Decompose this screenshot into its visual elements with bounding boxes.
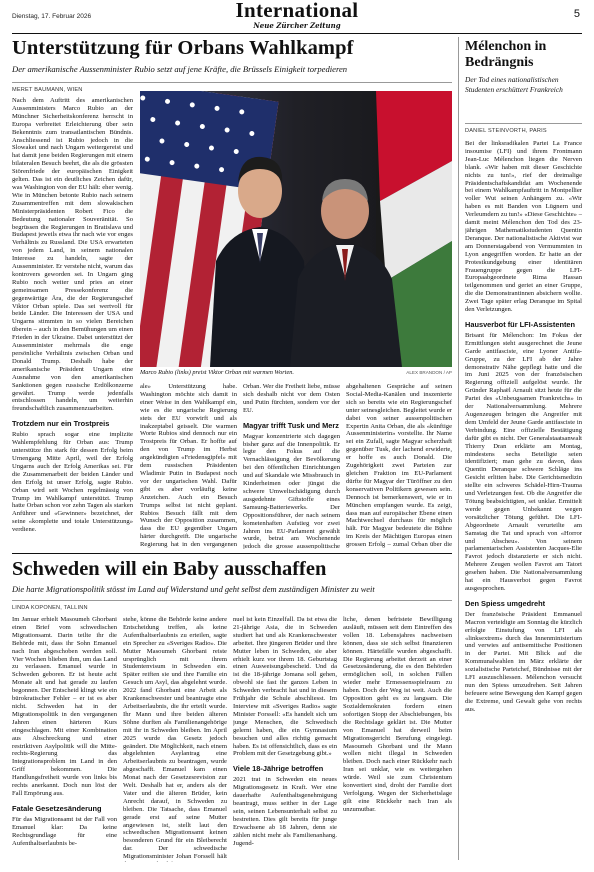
photo-caption: Marco Rubio (links) preist Viktor Orban mit warmen Worten. <box>140 369 294 376</box>
article1-column-1 <box>12 97 133 549</box>
sidebar-headline: Mélenchon in Bedrängnis <box>465 39 547 70</box>
article2-top-rule <box>12 553 452 554</box>
sidebar-subheading-1: Hausverbot für LFI-Assistenten <box>465 319 576 329</box>
article1-headline: Unterstützung für Orbans Wahlkampf <box>12 37 354 59</box>
sidebar-body <box>465 140 582 860</box>
article2-divider <box>12 600 452 601</box>
article1-col2-text: ale» Unterstützung habe. Washington möchte sich damit in einer Weise in den Wahlkampf ein, wie es die ungarische Regierung stets der EU vorwirft und als inakzeptabel geisselt. Die warmen Worte Rubios sind dennoch nur ein Trostpreis für Orban. Er hoffte auf den von Trump im Herbst angekündigten «Friedensgipfel» mit dem russischen Präsidenten Wladimir Putin in Budapest noch vor der ungarischen Wahl. Dafür gibt es aber vorläufig keine Anzeichen. Auch ein Besuch Trumps selbst ist nicht geplant. Rubios Besuch fällt mit dem Wunsch der Opposition zusammen, dass die EU gegenüber Ungarn härter durchgreift. Die ungarische Regierung hat in den vergangenen <box>140 383 237 549</box>
article1-photo <box>140 91 452 367</box>
article1-col3-subheading: Magyar trifft Tusk und Merz <box>243 420 339 430</box>
article2-column-3 <box>233 616 337 862</box>
section-title: International <box>235 0 359 22</box>
issue-date: Dienstag, 17. Februar 2026 <box>12 13 92 20</box>
article2-byline: LINDA KOPONEN, TALLINN <box>12 605 88 611</box>
article2-col3-subheading: Viele 18-Jährige betroffen <box>233 764 324 774</box>
article1-subhead: Der amerikanische Aussenminister Rubio setzt auf jene Kräfte, die Brüssels Einigkeit torpedieren <box>12 64 348 74</box>
sidebar-subhead: Der Tod eines nationalistischen Studenten erschüttert Frankreich <box>465 75 563 94</box>
article2-column-4 <box>343 616 452 862</box>
masthead-rule <box>12 33 582 34</box>
photo-illustration <box>140 91 452 367</box>
sidebar-paragraph-2: Brisant für Mélenchon: Im Fokus der Ermittlungen steht ausgerechnet die Jeune Garde antifasciste, eine Lyoner Antifa-Gruppe, zu der LFI ab der Jahre demonstrativ Nähe gepflegt hatte und die im Juni 2025 von der französischen Regierung offiziell aufgelöst wurde. Ihr Gründer Raphaël Arnault sitzt heute für die Partei des «Unbeugsamen Frankreichs» in der Nationalversammlung. Mehrere Augenzeugen bringen die Angreifer mit dem Umfeld der Jeune Garde antifasciste in Verbindung. Eine offizielle Bestätigung dafür gibt es nicht. Der Generalstaatsanwalt Thierry Dran erklärte am Montag, mindestens sechs Beteiligte seien identifiziert; man gehe zu davon, dass Quentin Deranque schwere Schläge ins Gesicht erlitten habe. Die Gerichtsmedizin stellte ein schweres Schädel-Hirn-Trauma und Verletzungen fest. Ob die Angreifer die Tötung beabsichtigten, sei unklar. Ermittelt werde gegen Unbekannt wegen vorsätzlicher Tötung geführt. Die LFI-Abgeordnete Arnault verurteilte am Samstag die Tat und sprach von «Horror und Abscheu». Von seinem parlamentarischen Assistenten Jacques-Elie Favrot jedoch distanzierte er sich nicht. Mehrere Zeugen wollen Favrot am Tatort gesehen haben. Die Nationalversammlung hat ein Hausverbot gegen Favrot ausgesprochen. <box>465 331 582 592</box>
article1-column-3 <box>243 383 340 549</box>
article1-col3-text: Orban. Wer die Freiheit liebe, müsse sich deshalb nicht vor dem Osten und Putin fürchten, sondern vor der EU. <box>243 383 340 414</box>
sidebar-paragraph-3: Der französische Präsident Emmanuel Macron verteidigte am Sonntag die kürzlich erfolgte Einstufung von LFI als «linksextrem» durch das Innenministerium und verwies auf antisemitische Positionen in der Partei. Mit Blick auf die Kommunalwahlen im März erklärte der sozialistische Parteichef, Bündnisse mit der LFI auszuschliessen. Mélenchon versucht nun den Spiess umzudrehen. Seit Jahren befeuere seine Bewegung den Kampf gegen die Extreme, und Gewalt gehe von rechts aus. <box>465 610 582 713</box>
photo-credit: ALEX BRANDON / AP <box>406 370 452 375</box>
article1-col1b-text: Rubio sprach sogar eine implizite Wahlempfehlung für Orban aus: Trump unterstütze ihn stark für dessen Erfolg beim Urnengang Mitte April, weil der Erfolg Ungarns auch der Erfolg Amerikas sei. Für die Zusammenarbeit der beiden Länder und den Erfolg ist unser Erfolg, sagte Rubio. Orban wird seit Wochen regelmässig von Trump im Wahlkampf unterstützt. Trump hatte Orban schon vor zehn Tagen als starken Anführer und «Gewinner» bezeichnet, der seine «komplette und totale Unterstützung» verdiene. <box>12 431 133 534</box>
article2-headline: Schweden will ein Baby ausschaffen <box>12 558 327 580</box>
article1-col1-subheading: Trotzdem nur ein Trostpreis <box>12 419 110 429</box>
sidebar-divider <box>458 37 459 860</box>
sidebar-byline: DANIEL STEINVORTH, PARIS <box>465 128 547 134</box>
article1-col1-text: Nach dem Auftritt des amerikanischen Aussenministers Marco Rubio an der Münchner Sicherheitskonferenz herrscht in Europa verbreitet Erleichterung über sein Bekenntnis zum transatlantischen Bündnis. Anschliessend ist Rubio jedoch in die Slowakei und nach Ungarn weitergereist und hat damit jene beiden Regierungen mit einem bilateralen Besuch beehrt, die als die grössten Störenfriede der europäischen Einigkeit gelten. Das ist ein deutliches Zeichen dafür, was Washington von der EU hält: eher wenig. Wie in München betonte Rubio nach seinem Zusammentreffen mit dem slowakischen Ministerpräsidenten Robert Fico die Bedeutung nationaler Souveränität. So begrüssen die Regierungen in Bratislava und Budapest jeweils etwa ihr nach wie vor enges Verhältnis zu Russland. Die USA erwarteten von jedem Land, in seinem nationalen Interesse zu handeln, sagte der Aussenminister. Er verstehe nicht, warum das kontrovers geworden sei. In Ungarn ging Rubio noch weiter und pries an einer gemeinsamen Pressekonferenz die gegenwärtige Ära, die der Regierungschef Viktor Orban spiele. Das sei wertvoll für beide Länder. Die Interessen der USA und Ungarns stimmten in so vielen Bereichen überein – auch in den Bemühungen um einen Frieden in der Ukraine. Dabei unterstützt der Aussenminister mehrmals die enge persönliche Verhältnis zwischen Orban und Donald Trump. Deshalb habe der amerikanische Präsident Ungarn eine Ausnahme von den amerikanischen Sanktionen gegen russische Erdölkonzerne gewährt. Trump werde jedenfalls entschlossen handeln, um weiterhin freundschaftlich zusammenzuarbeiten. <box>12 97 133 413</box>
article2-col4-text: liche, denen befristete Bewilligung ausläuft, müssen seit dem Eintreffen des vollen 18. Lebensjahres nachweisen können, dass sie sich selbst finanzieren können. Härtefälle wurden abgeschafft. Die Regierung arbeitet derzeit an einer Gesetzesänderung, die es den Behörden ermöglichen soll, in solchen Fällen wieder mehr Ermessensspielraum zu haben. Doch der Weg ist weit. Auch die Opposition geht es zu langsam. Die Sozialdemokraten fordern einen sofortigen Stopp der Abschiebungen, bis die Rechtslage geklärt ist. Die Mutter von Emanuel hat derweil beim Migrationsgericht Berufung eingelegt. Masoumeh Ghorbani und ihr Mann wollen nicht illegal in Schweden bleiben. Doch nach einer Rückkehr nach Iran sei unklar, wie es weitergehen würde. Weil sie zum Christentum konvertiert sind, droht der Familie dort Verfolgung. Wegen der Sicherheitslage gilt eine Rückkehr nach Iran als unzumutbar. <box>343 616 452 813</box>
article2-column-2 <box>123 616 227 862</box>
article1-byline: MERET BAUMANN, WIEN <box>12 87 83 93</box>
article2-col1b-text: Für das Migrationsamt ist der Fall von Emanuel klar: Da keine Rechtsgrundlage für eine Aufenthaltserlaubnis be- <box>12 815 117 847</box>
article2-col1-subheading: Fatale Gesetzesänderung <box>12 803 102 813</box>
article1-col4-text: abgehaltenen Gespräche auf seinen Social-Media-Kanälen und inszenierte sich so bereits wie ein Regierungschef unter seinesgleichen. Begleitet wurde er dabei von seiner aussenpolitischen Expertin Anita Orban, die als «künftige Aussenministerin» vorstellte. Ihr Name sei ein Zufall, sagte Magyar scherzhaft gegenüber Tusk, der lachend erwiderte, er hoffe es auch Donald. Die Zugehörigkeit zwei Parteien zur gleichen Fraktion im EU-Parlament dürfte für Magyar der Türöffner zu den konservativen Politikern gewesen sein. Dennoch ist bemerkenswert, wie er in München empfangen wurde. Es zeigt, dass man auf europäischer Ebene einen Machtwechsel durchaus für möglich hält. Für Magyar bedeutete die Bühne im Kreis der Mächtigen Europas einen grossen Erfolg – zumal Orban über die <box>346 383 452 549</box>
article2-col2-text: stehe, könne die Behörde keine andere Entscheidung treffen, als keine Aufenthaltserlaubnis zu erteilen, sagte ein Sprecher zu «Sveriges Radio». Die Mutter Masoumeh Ghorbani reiste ursprünglich mit ihrem Studentenvisum in Schweden ein. Später reiften sie und ihre Familie ein Gesuch um Asyl, das abgelehnt wurde. 2022 fand Ghorbani eine Arbeit als Krankenschwester und beantragte eine Arbeitserlaubnis, die ihr erteilt wurde. Ihr Mann und ihre beiden älteren Söhne durften als Familienangehörige mit ihr in Schweden bleiben. Im April 2025 wurde das Gesetz jedoch geändert. Die Möglichkeit, nach einem abgelehnten Asylantrag eine Arbeitserlaubnis zu beantragen, wurde abgeschafft. Emanuel kam einen Monat nach der Gesetzesrevision zur Welt. Deshalb hat er, anders als der Vater und die älteren Brüder, kein Anrecht darauf, in Schweden zu bleiben. Die Tatsache, dass Emanuel gerade erst auf seine Mutter angewiesen ist, stellt laut den schwedischen Migrationsamt keinen besonderen Grund für ein Bleiberecht dar. Der schwedische Migrationsminister Johan Forssell hält <box>123 616 227 861</box>
article2-col3-text: nuel ist kein Einzelfall. Da ist etwa die 21-jährige Asia, die in Schweden studiert hat und als Krankenschwester arbeitet. Ihre jüngeren Brüder und ihre Mutter leben in Schweden, sie aber erhielt kurz vor ihrem 18. Geburtstag einen Ausweisungsbescheid. Und da ist die 18-jährige Jomana soll gehen, obwohl sie fast ihr ganzes Leben in Schweden verbracht hat und in diesem Frühjahr die Schule abschliesst. Im Interview mit «Sveriges Radio» sagte Minister Forssell: «Es handelt sich um junge Menschen, die Schwedisch gelernt haben, die ein Gymnasium besuchen und alles richtig gemacht haben. Es ist offensichtlich, dass es ein Problem mit der Gesetzgebung gibt.» <box>233 616 337 758</box>
article2-column-1 <box>12 616 117 862</box>
paper-name: Neue Zürcher Zeitung <box>253 21 341 30</box>
article1-column-4 <box>346 383 452 549</box>
article1-column-2 <box>140 383 237 549</box>
article1-col3b-text: Magyar konzentrierte sich dagegen bisher ganz auf die Innenpolitik. Er legte den Fokus auf die Vernachlässigung der Bevölkerung bei den öffentlichen Einrichtungen und auf Skandale wie Missbrauch in Kinderheimen oder jüngst die schwere Umweltschädigung durch ausgedehnte Giftstoffe eines Samsung-Batteriewerks. Der Oppositionsführer, der nach seinem kometenhaften Aufstieg vor zwei Jahren ins EU-Parlament gewählt wurde, betrat am Wochenende jedoch die grosse aussenpolitische <box>243 432 340 549</box>
sidebar-paragraph-1: Bei der linksradikalen Partei La France insoumise (LFI) und ihrem Frontmann Jean-Luc Mélenchon liegen die Nerven blank. «Wir haben mit dieser Geschichte nichts zu tun!», rief der dreimalige Präsidentschaftskandidat am Wochenende bei einem Wahlkampfauftritt in Montpellier voller Wut seinen Anhängern zu. «Wir haben es mit Banden von Lügnern und Verleumdern zu tun!» «Diese Geschichte» – damit meint Mélenchon den Tod des 23-jährigen Mathematikstudenten Quentin Deranque. Der nationalistische Aktivist war am Donnerstagabend von Vermummten in Lyon angegriffen worden. Er hatte an der Protestkundgebung einer identitären Frauengruppe gegen die LFI-Europaabgeordnete Rima Hassan teilgenommen und geriet an einer Gruppe, die die Demonstrantinnen absichern wollte. Zwei Tage später erlag Deranque im Spital den Verletzungen. <box>465 140 582 314</box>
sidebar-subhead-divider <box>465 123 582 124</box>
article2-col1-text: Im Januar erhielt Masoumeh Ghorbani einen Brief vom schwedischen Migrationsamt. Darin teilte ihr die Behörde mit, dass ihr Sohn Emanuel nach Iran abgeschoben werden soll. Vier Wochen blieben ihm, um das Land zu verlassen. Emanuel wurde in Schweden geboren. Er ist heute acht Monate alt und hat gerade zu laufen begonnen. Der Entscheid klingt wie ein bürokratischer Fehler – er ist es aber nicht. Schweden hat in der Migrationspolitik in den vergangenen Jahren einen härteren Kurs eingeschlagen. Mit einer Kombination aus Abschreckung und einer restriktiven Asylpolitik will die Mitte-rechts-Regierung das Integrationsproblem im Land in den Griff bekommen. Die Handlungsfreiheit wurde von links bis rechts anerkannt. Doch nun löst der Fall Empörung aus. <box>12 616 117 797</box>
article2-subhead: Die harte Migrationspolitik stösst im Land auf Widerstand und geht selbst dem zuständigen Minister zu weit <box>12 585 375 594</box>
article2-col3b-text: 2021 trat in Schweden ein neues Migrationsgesetz in Kraft. Wer eine dauerhafte Aufenthaltsgenehmigung beantragt, muss seither in der Lage sein, seinen Lebensunterhalt selbst zu bestreiten. Dies gilt bereits für junge Erwachsene ab 18 Jahren, denn sie zählen nicht mehr als Familienanhang. Jugend- <box>233 776 337 847</box>
page-number: 5 <box>573 8 580 20</box>
article1-divider <box>12 82 452 83</box>
sidebar-subheading-2: Den Spiess umgedreht <box>465 598 546 608</box>
